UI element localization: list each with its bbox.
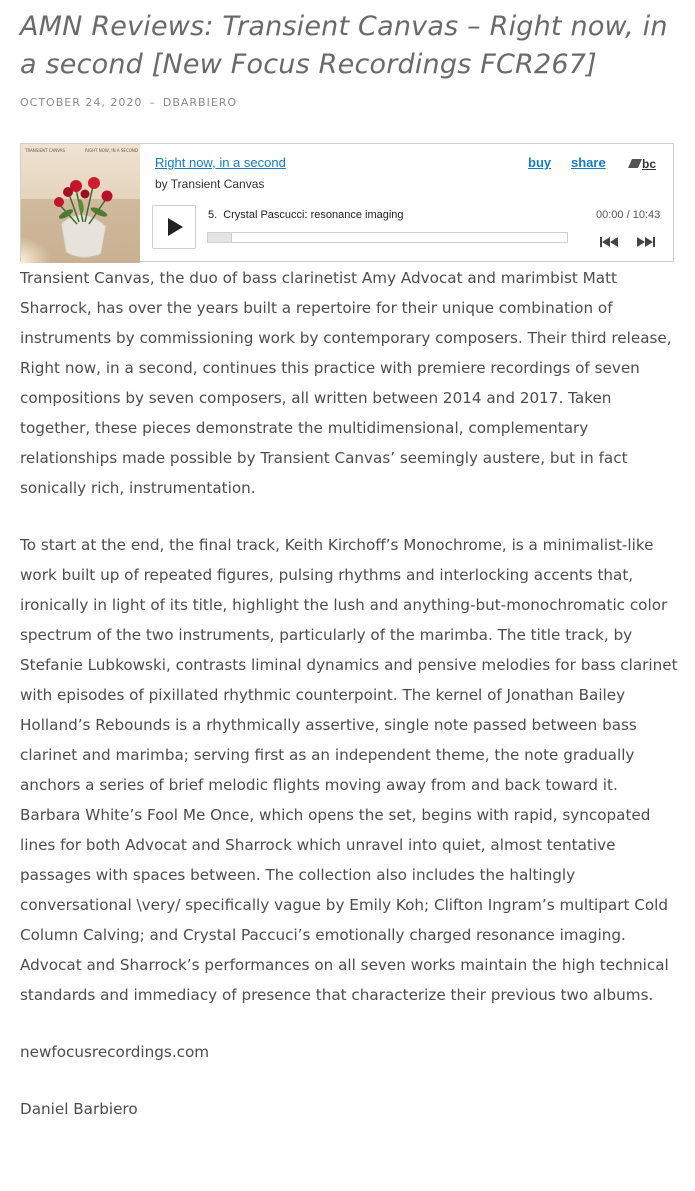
next-track-button[interactable]	[636, 233, 656, 245]
cover-caption-left: TRANSIENT CANVAS	[25, 148, 66, 153]
post-meta	[20, 96, 237, 109]
album-title-link[interactable]: Right now, in a second	[155, 155, 286, 170]
share-link[interactable]: share	[571, 155, 606, 170]
post-date-link[interactable]: OCTOBER 24, 2020	[20, 96, 143, 109]
previous-track-button[interactable]	[599, 233, 619, 245]
play-button[interactable]	[152, 205, 196, 249]
meta-separator: –	[149, 96, 156, 109]
current-track	[208, 209, 404, 221]
label-website-link[interactable]: newfocusrecordings.com	[20, 1043, 210, 1061]
progress-handle[interactable]	[208, 233, 232, 242]
article-paragraph-2: To start at the end, the final track, Keith Kirchoff’s Monochrome, is a minimalist-like work built up of repeated figures, pulsing rhythms and interlocking accents that, ironically in light of its title, highlight the lush and anything-but-monochromatic color spectrum of the two instruments, particularly of the marimba. The title track, by Stefanie Lubkowski, contrasts liminal dynamics and pensive melodies for bass clarinet with episodes of pixillated rhythmic counterpoint. The kernel of Jonathan Bailey Holland’s Rebounds is a rhythmically assertive, single note passed between bass clarinet and marimba; serving first as an independent theme, the note gradually anchors a series of brief melodic flights moving away from and back toward it. Barbara White’s Fool Me Once, which opens the set, begins with rapid, syncopated lines for both Advocat and Sharrock which unravel into quiet, almost tentative passages with spaces between. The collection also includes the haltingly conversational \very/ specifically vague by Emily Koh; Clifton Ingram’s multipart Cold Column Calving; and Crystal Paccuci’s emotionally charged resonance imaging. Advocat and Sharrock’s performances on all seven works maintain the high technical standards and immediacy of presence that characterize their previous two albums.	[20, 536, 678, 1004]
play-icon	[168, 218, 183, 236]
album-cover-art	[21, 144, 140, 263]
track-number: 5.	[208, 209, 218, 221]
track-name: Crystal Pascucci: resonance imaging	[223, 209, 404, 221]
article-paragraph-1: Transient Canvas, the duo of bass clarinetist Amy Advocat and marimbist Matt Sharrock, has over the years built a repertoire for their unique combination of instruments by commissioning work by contemporary composers. Their third release, Right now, in a second, continues this practice with premiere recordings of seven compositions by seven composers, all written between 2014 and 2017. Taken together, these pieces demonstrate the multidimensional, complementary relationships made possible by Transient Canvas’ seemingly austere, but in fact sonically rich, instrumentation.	[20, 269, 672, 497]
next-track-icon	[636, 236, 656, 248]
track-time: 00:00 / 10:43	[596, 209, 661, 221]
article-body	[20, 263, 680, 1151]
buy-link[interactable]: buy	[528, 155, 552, 170]
bandcamp-player	[20, 143, 674, 262]
bandcamp-logo[interactable]	[628, 157, 656, 171]
album-artist: by Transient Canvas	[155, 177, 265, 191]
album-cover[interactable]	[21, 144, 140, 263]
cover-caption-right: RIGHT NOW, IN A SECOND	[85, 148, 138, 153]
reviewer-signature: Daniel Barbiero	[20, 1100, 138, 1118]
bandcamp-logo-text: bc	[642, 157, 657, 171]
post-author-link[interactable]: DBARBIERO	[162, 96, 238, 109]
progress-bar[interactable]	[207, 232, 568, 243]
post-title: AMN Reviews: Transient Canvas – Right now, in a second [New Focus Recordings FCR267]	[20, 11, 668, 80]
previous-track-icon	[599, 236, 619, 248]
bandcamp-logo-icon	[628, 159, 642, 168]
